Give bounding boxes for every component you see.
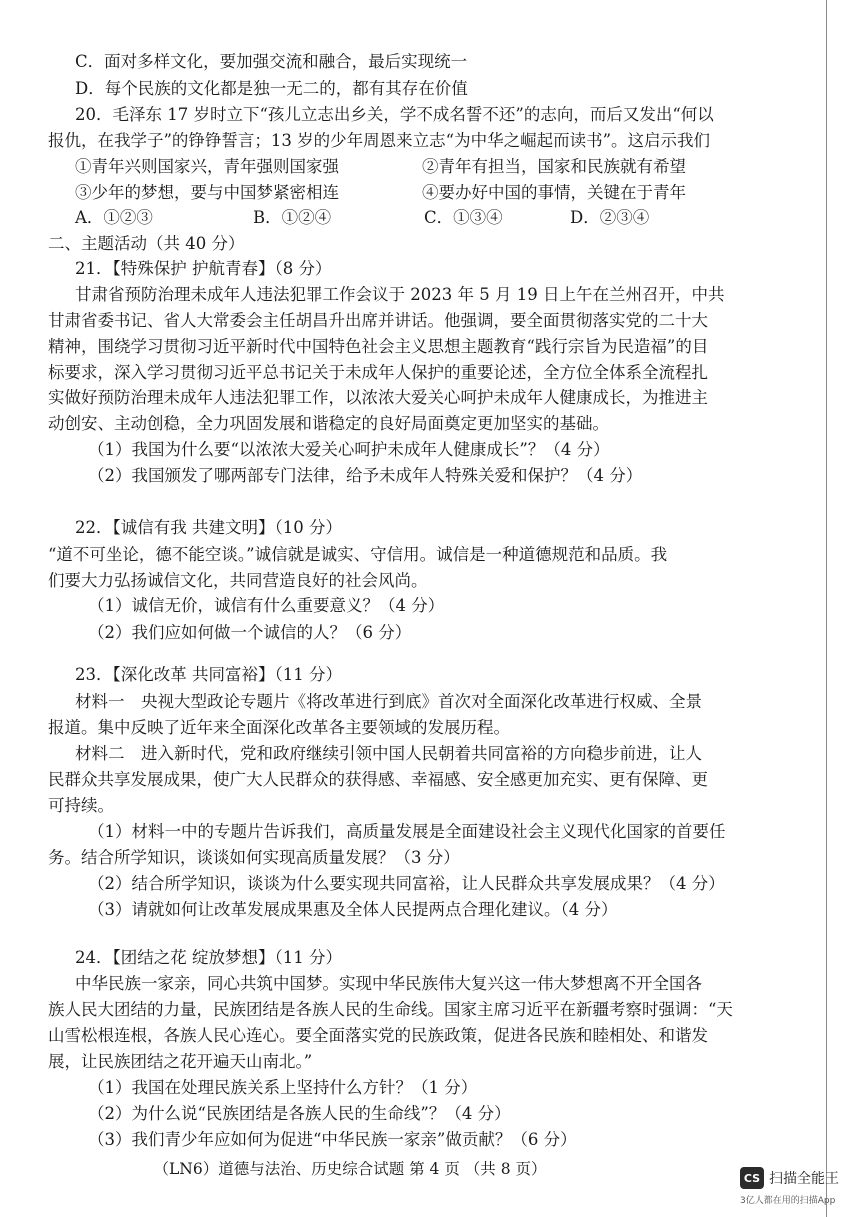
q20-statement-2: ②青年有担当，国家和民族就有希望 [422,157,686,176]
q20-stem-line1: 20．毛泽东 17 岁时立下“孩儿立志出乡关，学不成名誓不还”的志向，而后又发出“何以 [75,105,714,124]
q22-sub-2: （2）我们应如何做一个诚信的人？（6 分） [88,623,412,642]
q21-material-line5: 实做好预防治理未成年人违法犯罪工作，以浓浓大爱关心呵护未成年人健康成长，为推进主 [48,388,708,407]
q23-sub-3: （3）请就如何让改革发展成果惠及全体人民提两点合理化建议。（4 分） [88,900,618,919]
q24-sub-3: （3）我们青少年应如何为促进“中华民族一家亲”做贡献？（6 分） [88,1130,577,1149]
q20-choice-d: D．②③④ [570,208,650,227]
q20-choice-a: A．①②③ [75,208,153,227]
q20-statement-3: ③少年的梦想，要与中国梦紧密相连 [75,183,339,202]
q24-material-line3: 山雪松根连根，各族人民心连心。要全面落实党的民族政策，促进各民族和睦相处、和谐发 [48,1026,708,1045]
q22-title: 22．【诚信有我 共建文明】（10 分） [75,518,342,537]
q24-title: 24．【团结之花 绽放梦想】（11 分） [75,948,342,967]
page-edge-line [826,0,827,1217]
q23-sub-1-line2: 务。结合所学知识，谈谈如何实现高质量发展？（3 分） [48,848,460,867]
q20-choice-c: C．①③④ [424,208,503,227]
q23-material2-line3: 可持续。 [48,796,114,815]
q19-option-c: C．面对多样文化，要加强交流和融合，最后实现统一 [75,52,468,71]
q23-title: 23．【深化改革 共同富裕】（11 分） [75,665,342,684]
q21-material-line2: 甘肃省委书记、省人大常委会主任胡昌升出席并讲话。他强调，要全面贯彻落实党的二十大 [48,311,708,330]
scanner-watermark [740,1167,839,1189]
page-footer: （LN6）道德与法治、历史综合试题 第 4 页 （共 8 页） [153,1160,547,1178]
q23-sub-1-line1: （1）材料一中的专题片告诉我们，高质量发展是全面建设社会主义现代化国家的首要任 [88,822,726,841]
section-two-heading: 二、主题活动（共 40 分） [48,234,245,253]
q21-sub-2: （2）我国颁发了哪两部专门法律，给予未成年人特殊关爱和保护？（4 分） [88,466,643,485]
camscanner-logo-icon: CS [740,1167,764,1189]
q20-statement-4: ④要办好中国的事情，关键在于青年 [422,183,686,202]
q24-material-line4: 展，让民族团结之花开遍天山南北。” [48,1052,313,1071]
q23-material2-line2: 民群众共享发展成果，使广大人民群众的获得感、幸福感、安全感更加充实、更有保障、更 [48,770,708,789]
q24-material-line1: 中华民族一家亲，同心共筑中国梦。实现中华民族伟大复兴这一伟大梦想离不开全国各 [75,974,702,993]
watermark-app-name: 扫描全能王 [769,1171,839,1187]
q19-option-d: D．每个民族的文化都是独一无二的，都有其存在价值 [75,79,468,98]
q23-material1-line2: 报道。集中反映了近年来全面深化改革各主要领域的发展历程。 [48,718,510,737]
q22-material-line1: “道不可坐论，德不能空谈。”诚信就是诚实、守信用。诚信是一种道德规范和品质。我 [48,545,668,564]
q20-choice-b: B．①②④ [253,208,332,227]
q21-material-line4: 标要求，深入学习贯彻习近平总书记关于未成年人保护的重要论述，全方位全体系全流程扎 [48,363,708,382]
q22-material-line2: 们要大力弘扬诚信文化，共同营造良好的社会风尚。 [48,571,428,590]
q23-material1-line1: 材料一 央视大型政论专题片《将改革进行到底》首次对全面深化改革进行权威、全景 [75,692,702,711]
q24-material-line2: 族人民大团结的力量，民族团结是各族人民的生命线。国家主席习近平在新疆考察时强调：“天 [48,1000,733,1019]
q22-sub-1: （1）诚信无价，诚信有什么重要意义？（4 分） [88,596,445,615]
q21-sub-1: （1）我国为什么要“以浓浓大爱关心呵护未成年人健康成长”？（4 分） [88,440,610,459]
q21-title: 21．【特殊保护 护航青春】（8 分） [75,259,332,278]
q21-material-line3: 精神，围绕学习贯彻习近平新时代中国特色社会主义思想主题教育“践行宗旨为民造福”的目 [48,337,709,356]
q21-material-line1: 甘肃省预防治理未成年人违法犯罪工作会议于 2023 年 5 月 19 日上午在兰州召开，中共 [75,285,725,304]
q20-statement-1: ①青年兴则国家兴，青年强则国家强 [75,157,339,176]
q21-material-line6: 动创安、主动创稳，全力巩固发展和谐稳定的良好局面奠定更加坚实的基础。 [48,414,609,433]
watermark-tagline: 3亿人都在用的扫描App [740,1196,836,1206]
q24-sub-1: （1）我国在处理民族关系上坚持什么方针？（1 分） [88,1078,478,1097]
q24-sub-2: （2）为什么说“民族团结是各族人民的生命线”？（4 分） [88,1104,511,1123]
q20-stem-line2: 报仇，在我学子”的铮铮誓言；13 岁的少年周恩来立志“为中华之崛起而读书”。这启示我们 [48,131,711,150]
q23-material2-line1: 材料二 进入新时代，党和政府继续引领中国人民朝着共同富裕的方向稳步前进，让人 [75,744,702,763]
q23-sub-2: （2）结合所学知识，谈谈为什么要实现共同富裕，让人民群众共享发展成果？（4 分） [88,874,725,893]
